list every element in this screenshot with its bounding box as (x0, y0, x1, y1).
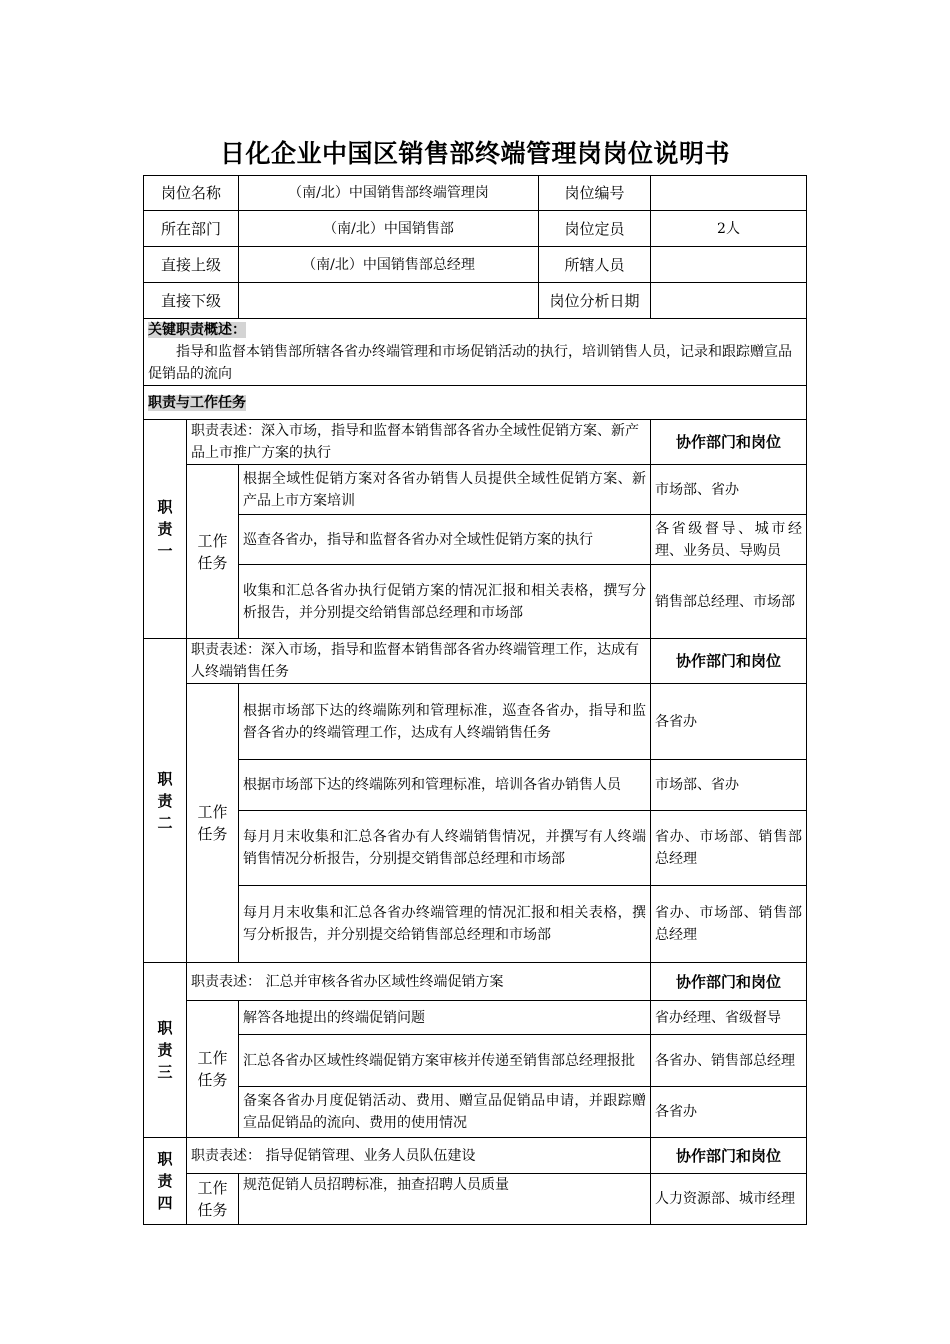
position-name-label: 岗位名称 (144, 176, 239, 211)
duty-3-task-1: 解答各地提出的终端促销问题 (239, 1001, 651, 1035)
duty-4-label: 职 责 四 (144, 1138, 187, 1225)
duty-2-work-tasks-label: 工作 任务 (187, 684, 239, 963)
duty-1-task-1-collab: 市场部、省办 (651, 465, 807, 515)
duty-3-task-3: 备案各省办月度促销活动、费用、赠宣品促销品申请，并跟踪赠宣品促销品的流向、费用的使用情况 (239, 1087, 651, 1138)
duty-2-task-3: 每月月末收集和汇总各省办有人终端销售情况，并撰写有人终端销售情况分析报告，分别提交销售部总经理和市场部 (239, 811, 651, 886)
duty-1-label: 职 责 一 (144, 420, 187, 639)
headcount-value: 2人 (651, 211, 807, 247)
duty-2-task-1: 根据市场部下达的终端陈列和管理标准，巡查各省办，指导和监督各省办的终端管理工作，达成有人终端销售任务 (239, 684, 651, 760)
position-name-value: （南/北）中国销售部终端管理岗 (239, 176, 539, 211)
duty-4-task-1: 规范促销人员招聘标准，抽查招聘人员质量 (239, 1174, 651, 1225)
position-id-label: 岗位编号 (539, 176, 651, 211)
duty-3-task-3-collab: 各省办 (651, 1087, 807, 1138)
duty-1-task-2: 巡查各省办，指导和监督各省办对全域性促销方案的执行 (239, 515, 651, 565)
duty-2-collab-header: 协作部门和岗位 (651, 639, 807, 684)
duty-3-statement: 职责表述： 汇总并审核各省办区域性终端促销方案 (187, 963, 651, 1001)
job-description-table (143, 175, 807, 1225)
duty-3-task-2: 汇总各省办区域性终端促销方案审核并传递至销售部总经理报批 (239, 1035, 651, 1087)
staff-value (651, 247, 807, 283)
duty-2-task-4-collab: 省办、市场部、销售部总经理 (651, 886, 807, 963)
duty-1-task-1: 根据全域性促销方案对各省办销售人员提供全域性促销方案、新产品上市方案培训 (239, 465, 651, 515)
staff-label: 所辖人员 (539, 247, 651, 283)
duty-1-collab-header: 协作部门和岗位 (651, 420, 807, 465)
duty-2-task-2-collab: 市场部、省办 (651, 760, 807, 811)
subordinate-label: 直接下级 (144, 283, 239, 319)
duty-2-task-3-collab: 省办、市场部、销售部总经理 (651, 811, 807, 886)
duty-2-statement: 职责表述：深入市场，指导和监督本销售部各省办终端管理工作，达成有人终端销售任务 (187, 639, 651, 684)
duty-4-work-tasks-label: 工作 任务 (187, 1174, 239, 1225)
duty-2-task-1-collab: 各省办 (651, 684, 807, 760)
superior-value: （南/北）中国销售部总经理 (239, 247, 539, 283)
duty-3-label: 职 责 三 (144, 963, 187, 1138)
duty-1-work-tasks-label: 工作 任务 (187, 465, 239, 639)
duty-1-statement: 职责表述：深入市场，指导和监督本销售部各省办全域性促销方案、新产品上市推广方案的执行 (187, 420, 651, 465)
analysis-date-value (651, 283, 807, 319)
duty-1-task-2-collab: 各省级督导、城市经理、业务员、导购员 (651, 515, 807, 565)
duty-4-statement: 职责表述： 指导促销管理、业务人员队伍建设 (187, 1138, 651, 1174)
key-summary (144, 319, 807, 386)
key-summary-heading: 关键职责概述： (148, 322, 246, 338)
duty-3-task-1-collab: 省办经理、省级督导 (651, 1001, 807, 1035)
headcount-label: 岗位定员 (539, 211, 651, 247)
duty-2-task-2: 根据市场部下达的终端陈列和管理标准，培训各省办销售人员 (239, 760, 651, 811)
duty-4-collab-header: 协作部门和岗位 (651, 1138, 807, 1174)
position-id-value (651, 176, 807, 211)
document-title: 日化企业中国区销售部终端管理岗岗位说明书 (219, 139, 730, 168)
analysis-date-label: 岗位分析日期 (539, 283, 651, 319)
duty-3-work-tasks-label: 工作 任务 (187, 1001, 239, 1138)
duty-4-task-1-collab: 人力资源部、城市经理 (651, 1174, 807, 1225)
duties-heading: 职责与工作任务 (144, 386, 807, 420)
key-summary-text: 指导和监督本销售部所辖各省办终端管理和市场促销活动的执行，培训销售人员，记录和跟踪赠宣品促销品的流向 (148, 344, 792, 382)
superior-label: 直接上级 (144, 247, 239, 283)
duty-1-task-3-collab: 销售部总经理、市场部 (651, 565, 807, 639)
duty-2-label: 职 责 二 (144, 639, 187, 963)
department-value: （南/北）中国销售部 (239, 211, 539, 247)
duty-3-task-2-collab: 各省办、销售部总经理 (651, 1035, 807, 1087)
subordinate-value (239, 283, 539, 319)
duty-3-collab-header: 协作部门和岗位 (651, 963, 807, 1001)
duty-2-task-4: 每月月末收集和汇总各省办终端管理的情况汇报和相关表格，撰写分析报告，并分别提交给销售部总经理和市场部 (239, 886, 651, 963)
department-label: 所在部门 (144, 211, 239, 247)
duty-1-task-3: 收集和汇总各省办执行促销方案的情况汇报和相关表格，撰写分析报告，并分别提交给销售部总经理和市场部 (239, 565, 651, 639)
